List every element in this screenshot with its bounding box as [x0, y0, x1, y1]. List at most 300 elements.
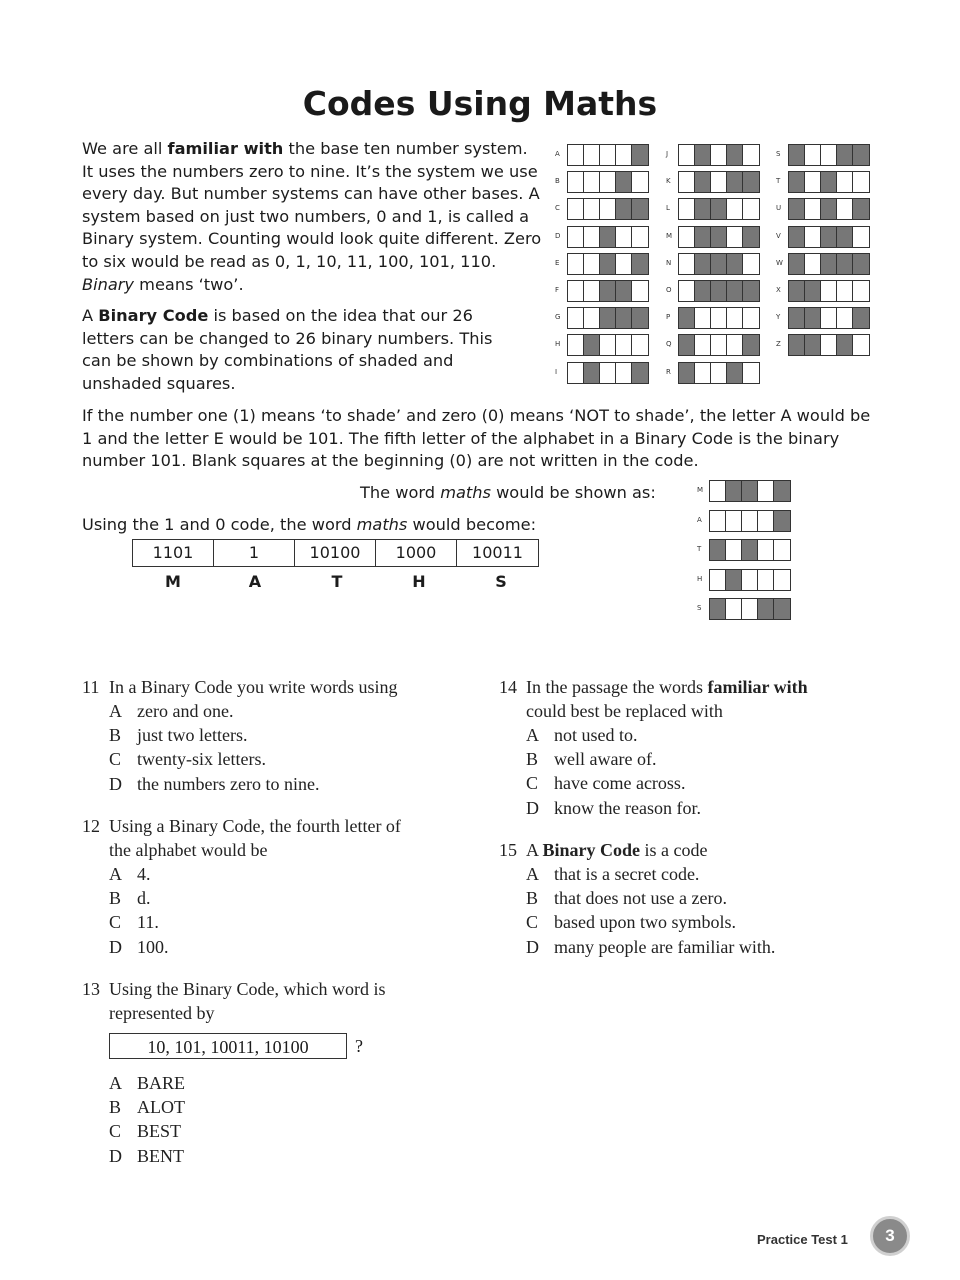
become-caption — [82, 514, 602, 537]
unshaded-square — [600, 363, 616, 383]
grid-letter-label: Y — [776, 313, 781, 322]
shaded-square — [837, 145, 853, 165]
become-italic: maths — [356, 515, 408, 534]
question-stem-line-2: the alphabet would be — [109, 840, 268, 860]
shown-as-text-start: The word — [360, 483, 441, 502]
code-cell: 1101 — [133, 540, 214, 566]
question-stem-line-2: could best be replaced with — [526, 701, 723, 721]
unshaded-square — [805, 254, 821, 274]
binary-cells — [709, 510, 791, 532]
unshaded-square — [758, 570, 774, 590]
option-text: 4. — [137, 864, 151, 884]
option-letter: B — [109, 1097, 122, 1118]
unshaded-square — [837, 172, 853, 192]
unshaded-square — [853, 335, 869, 355]
shown-as-italic: maths — [440, 483, 491, 502]
binary-cells — [567, 334, 649, 356]
shaded-square — [743, 172, 759, 192]
p2-bold-term: Binary Code — [98, 306, 209, 325]
grid-letter-label: H — [555, 340, 561, 349]
binary-cells — [709, 569, 791, 591]
unshaded-square — [711, 145, 727, 165]
binary-cells — [788, 198, 870, 220]
answer-option-d[interactable] — [109, 1144, 185, 1168]
code-letter: M — [165, 572, 181, 591]
grid-letter-label: H — [697, 574, 703, 583]
option-letter: B — [526, 888, 539, 909]
grid-letter-label: T — [697, 545, 702, 553]
grid-letter-label: G — [555, 313, 561, 322]
question-number: 15 — [499, 840, 517, 860]
maths-code-letters — [132, 572, 542, 591]
question-stem — [526, 838, 708, 862]
unshaded-square — [695, 335, 711, 355]
shaded-square — [616, 172, 632, 192]
intro-paragraph-1 — [82, 138, 542, 296]
unshaded-square — [742, 570, 758, 590]
option-text: many people are familiar with. — [554, 936, 776, 957]
option-letter: B — [109, 888, 122, 909]
option-text: twenty-six letters. — [137, 749, 266, 770]
binary-cells — [678, 226, 760, 248]
shaded-square — [821, 227, 837, 247]
unshaded-square — [584, 308, 600, 328]
shaded-square — [805, 308, 821, 328]
maths-code-table — [132, 539, 539, 567]
question-mark: ? — [355, 1036, 363, 1056]
answer-option-a[interactable] — [109, 699, 319, 723]
shaded-square — [727, 281, 743, 301]
unshaded-square — [584, 281, 600, 301]
unshaded-square — [727, 308, 743, 328]
shaded-square — [679, 308, 695, 328]
shaded-square — [789, 308, 805, 328]
unshaded-square — [600, 145, 616, 165]
unshaded-square — [837, 308, 853, 328]
option-text: ALOT — [137, 1097, 185, 1118]
shown-as-text-end: would be shown as: — [490, 483, 656, 502]
question-stem: In a Binary Code you write words using — [109, 677, 398, 697]
grid-letter-label: N — [666, 258, 672, 267]
answer-option-c[interactable] — [109, 910, 169, 934]
shaded-square — [710, 540, 726, 560]
option-letter: C — [526, 912, 539, 933]
shaded-square — [853, 254, 869, 274]
option-text: 11. — [137, 912, 159, 933]
intro-paragraph-2 — [82, 305, 522, 395]
unshaded-square — [695, 363, 711, 383]
unshaded-square — [726, 511, 742, 531]
grid-letter-label: C — [555, 204, 560, 213]
shaded-square — [821, 254, 837, 274]
unshaded-square — [743, 199, 759, 219]
unshaded-square — [679, 172, 695, 192]
unshaded-square — [727, 199, 743, 219]
question-11 — [82, 675, 462, 805]
option-letter: C — [109, 749, 122, 770]
shaded-square — [679, 363, 695, 383]
answer-option-a[interactable] — [526, 723, 701, 747]
unshaded-square — [584, 172, 600, 192]
question-13-options — [82, 1071, 462, 1171]
binary-cells — [567, 280, 649, 302]
binary-code-box: 10, 101, 10011, 10100 — [109, 1033, 347, 1059]
grid-letter-label: Z — [776, 340, 781, 349]
code-letter: S — [495, 572, 507, 591]
option-text: d. — [137, 888, 151, 909]
unshaded-square — [616, 145, 632, 165]
unshaded-square — [743, 308, 759, 328]
code-letter: H — [412, 572, 426, 591]
answer-option-b[interactable] — [109, 723, 319, 747]
unshaded-square — [853, 227, 869, 247]
binary-cells — [709, 539, 791, 561]
unshaded-square — [632, 335, 648, 355]
page-title: Codes Using Maths — [302, 84, 658, 123]
option-text: zero and one. — [137, 701, 234, 721]
unshaded-square — [600, 199, 616, 219]
shaded-square — [742, 481, 758, 501]
unshaded-square — [616, 227, 632, 247]
shaded-square — [789, 172, 805, 192]
grid-letter-label: S — [697, 604, 702, 612]
shaded-square — [789, 254, 805, 274]
unshaded-square — [774, 570, 790, 590]
unshaded-square — [805, 199, 821, 219]
option-letter: A — [109, 1073, 122, 1093]
answer-option-c[interactable] — [109, 747, 319, 771]
answer-option-a[interactable] — [109, 862, 169, 886]
option-letter: D — [109, 773, 122, 794]
answer-option-c[interactable] — [526, 771, 701, 795]
option-text: BEST — [137, 1121, 182, 1142]
p1-bold-term: familiar with — [167, 139, 284, 158]
binary-cells — [567, 171, 649, 193]
shaded-square — [616, 281, 632, 301]
unshaded-square — [726, 599, 742, 619]
option-letter: C — [109, 1121, 122, 1142]
shaded-square — [632, 145, 648, 165]
answer-option-c[interactable] — [109, 1119, 185, 1143]
binary-cells — [567, 307, 649, 329]
unshaded-square — [616, 254, 632, 274]
grid-letter-label: W — [776, 258, 783, 267]
option-letter: D — [109, 1145, 122, 1166]
question-number: 11 — [82, 677, 100, 697]
grid-letter-label: Q — [666, 340, 672, 349]
grid-letter-label: O — [666, 286, 672, 294]
unshaded-square — [821, 308, 837, 328]
shaded-square — [774, 511, 790, 531]
shaded-square — [695, 199, 711, 219]
unshaded-square — [758, 511, 774, 531]
unshaded-square — [710, 481, 726, 501]
shaded-square — [616, 308, 632, 328]
binary-cells — [678, 362, 760, 384]
unshaded-square — [679, 145, 695, 165]
question-stem-line-2: represented by — [109, 1003, 215, 1023]
option-letter: A — [526, 864, 539, 884]
answer-option-d[interactable] — [109, 935, 169, 959]
unshaded-square — [710, 511, 726, 531]
binary-cells — [788, 226, 870, 248]
shaded-square — [853, 199, 869, 219]
grid-letter-label: X — [776, 286, 781, 294]
answer-option-b[interactable] — [526, 747, 701, 771]
answer-option-b[interactable] — [526, 886, 775, 910]
unshaded-square — [743, 254, 759, 274]
answer-options — [526, 723, 701, 820]
binary-cells — [678, 334, 760, 356]
unshaded-square — [679, 254, 695, 274]
question-number: 13 — [82, 979, 100, 999]
grid-letter-label: P — [666, 313, 671, 322]
unshaded-square — [568, 172, 584, 192]
answer-options — [109, 862, 169, 959]
binary-cells — [567, 226, 649, 248]
shaded-square — [695, 281, 711, 301]
unshaded-square — [837, 199, 853, 219]
option-text: the numbers zero to nine. — [137, 773, 320, 794]
shaded-square — [632, 199, 648, 219]
unshaded-square — [568, 363, 584, 383]
shaded-square — [805, 335, 821, 355]
binary-cells — [709, 480, 791, 502]
shaded-square — [679, 335, 695, 355]
unshaded-square — [679, 281, 695, 301]
grid-letter-label: L — [666, 204, 670, 213]
grid-letter-label: E — [555, 258, 560, 267]
unshaded-square — [710, 570, 726, 590]
answer-option-d[interactable] — [109, 772, 319, 796]
unshaded-square — [837, 281, 853, 301]
stem-bold-term: Binary Code — [542, 840, 641, 860]
shaded-square — [726, 570, 742, 590]
p2-text-start: A — [82, 306, 99, 325]
grid-letter-label: D — [555, 231, 561, 240]
shaded-square — [743, 281, 759, 301]
unshaded-square — [679, 199, 695, 219]
answer-option-b[interactable] — [109, 1095, 185, 1119]
shaded-square — [837, 227, 853, 247]
binary-cells — [678, 144, 760, 166]
shaded-square — [727, 254, 743, 274]
unshaded-square — [632, 227, 648, 247]
grid-letter-label: T — [776, 177, 781, 186]
question-number: 14 — [499, 677, 517, 697]
grid-letter-label: A — [555, 150, 560, 158]
stem-text-start: A — [526, 840, 543, 860]
question-stem-line-1: Using the Binary Code, which word is — [109, 979, 386, 999]
code-letter: T — [331, 572, 343, 591]
shaded-square — [821, 199, 837, 219]
unshaded-square — [568, 281, 584, 301]
code-cell: 10100 — [295, 540, 376, 566]
unshaded-square — [679, 227, 695, 247]
grid-letter-label: R — [666, 367, 671, 376]
shaded-square — [632, 308, 648, 328]
shaded-square — [600, 308, 616, 328]
shaded-square — [743, 227, 759, 247]
question-14 — [499, 675, 899, 825]
answer-option-a[interactable] — [526, 862, 775, 886]
shaded-square — [774, 599, 790, 619]
binary-cells — [788, 334, 870, 356]
unshaded-square — [600, 335, 616, 355]
shaded-square — [837, 335, 853, 355]
p1-italic-term: Binary — [82, 274, 135, 294]
question-number: 12 — [82, 816, 100, 836]
unshaded-square — [774, 540, 790, 560]
shaded-square — [789, 199, 805, 219]
binary-cells — [567, 253, 649, 275]
question-stem-line-1: Using a Binary Code, the fourth letter of — [109, 816, 401, 836]
code-cell: 1 — [214, 540, 295, 566]
grid-letter-label: A — [697, 515, 702, 524]
unshaded-square — [632, 281, 648, 301]
unshaded-square — [726, 540, 742, 560]
shaded-square — [837, 254, 853, 274]
shaded-square — [789, 281, 805, 301]
code-cell: 10011 — [472, 543, 523, 562]
shaded-square — [711, 254, 727, 274]
shaded-square — [695, 145, 711, 165]
option-letter: D — [526, 797, 539, 818]
grid-letter-label: M — [666, 231, 673, 240]
binary-cells — [567, 144, 649, 166]
binary-cells — [567, 198, 649, 220]
shaded-square — [584, 335, 600, 355]
option-text: have come across. — [554, 773, 686, 794]
answer-option-c[interactable] — [526, 910, 775, 934]
answer-option-d[interactable] — [526, 935, 775, 959]
unshaded-square — [821, 145, 837, 165]
unshaded-square — [584, 227, 600, 247]
shaded-square — [616, 199, 632, 219]
shaded-square — [600, 281, 616, 301]
footer-test-label: Practice Test 1 — [757, 1232, 848, 1247]
unshaded-square — [853, 281, 869, 301]
binary-cells — [788, 253, 870, 275]
page-number-badge: 3 — [870, 1216, 910, 1256]
unshaded-square — [711, 308, 727, 328]
code-letter: A — [248, 572, 262, 591]
p2-text-end: is based on the idea that our 26 letters can be changed to 26 binary numbers. This can be shown by combinations of shaded and unshaded squares. — [82, 306, 493, 393]
intro-paragraph-3: If the number one (1) means ‘to shade’ and zero (0) means ‘NOT to shade’, the letter A would be 1 and the letter E would be 101. The fifth letter of the alphabet in a Binary Code is the binary number 101. Blank squares at the beginning (0) are not written in the code. — [82, 406, 871, 471]
grid-letter-label: J — [666, 150, 669, 158]
unshaded-square — [805, 145, 821, 165]
option-text: 100. — [137, 936, 169, 957]
shaded-square — [695, 172, 711, 192]
shaded-square — [711, 281, 727, 301]
option-text: BARE — [137, 1073, 186, 1093]
option-text: know the reason for. — [554, 797, 701, 818]
option-text: that does not use a zero. — [554, 888, 727, 909]
option-letter: A — [526, 725, 539, 745]
unshaded-square — [711, 172, 727, 192]
answer-options — [109, 1071, 185, 1168]
binary-cells — [678, 307, 760, 329]
question-15 — [499, 838, 899, 968]
binary-cells — [788, 307, 870, 329]
shaded-square — [805, 281, 821, 301]
binary-cells — [678, 280, 760, 302]
binary-cells — [678, 253, 760, 275]
unshaded-square — [711, 335, 727, 355]
code-cell: 1000 — [376, 540, 457, 566]
unshaded-square — [600, 172, 616, 192]
shaded-square — [789, 335, 805, 355]
option-text: BENT — [137, 1145, 184, 1166]
option-letter: C — [109, 912, 122, 933]
shaded-square — [584, 363, 600, 383]
option-letter: B — [109, 725, 122, 746]
binary-cells — [788, 280, 870, 302]
shaded-square — [727, 145, 743, 165]
grid-letter-label: V — [776, 231, 781, 240]
answer-option-d[interactable] — [526, 796, 701, 820]
p1-text-end: means ‘two’. — [134, 274, 244, 294]
unshaded-square — [805, 227, 821, 247]
answer-option-a[interactable] — [109, 1071, 185, 1095]
grid-letter-label: F — [555, 286, 560, 294]
shaded-square — [853, 145, 869, 165]
shaded-square — [710, 599, 726, 619]
unshaded-square — [853, 172, 869, 192]
unshaded-square — [727, 227, 743, 247]
shaded-square — [789, 145, 805, 165]
question-stem-line-1 — [526, 675, 808, 699]
option-text: that is a secret code. — [554, 864, 700, 884]
binary-cells — [709, 598, 791, 620]
unshaded-square — [568, 254, 584, 274]
shaded-square — [758, 599, 774, 619]
shaded-square — [711, 199, 727, 219]
option-letter: D — [526, 936, 539, 957]
shaded-square — [726, 481, 742, 501]
answer-option-b[interactable] — [109, 886, 169, 910]
unshaded-square — [821, 281, 837, 301]
answer-options — [109, 699, 319, 796]
grid-letter-label: U — [776, 204, 782, 213]
binary-cells — [567, 362, 649, 384]
unshaded-square — [743, 145, 759, 165]
option-letter: A — [109, 864, 122, 884]
unshaded-square — [758, 481, 774, 501]
grid-letter-label: S — [776, 150, 781, 158]
unshaded-square — [584, 254, 600, 274]
option-letter: D — [109, 936, 122, 957]
unshaded-square — [568, 227, 584, 247]
binary-cells — [788, 171, 870, 193]
unshaded-square — [695, 308, 711, 328]
shaded-square — [695, 227, 711, 247]
shaded-square — [695, 254, 711, 274]
grid-letter-label: I — [555, 367, 558, 376]
unshaded-square — [727, 335, 743, 355]
unshaded-square — [742, 599, 758, 619]
unshaded-square — [632, 172, 648, 192]
shaded-square — [600, 227, 616, 247]
become-text-end: would become: — [407, 515, 537, 534]
option-letter: B — [526, 749, 539, 770]
unshaded-square — [711, 363, 727, 383]
binary-cells — [678, 171, 760, 193]
shown-as-caption — [360, 482, 680, 505]
p1-text-middle: the base ten number system. It uses the numbers zero to nine. It’s the system we use every day. But number systems can have other bases. A system based on just two numbers, 0 and 1, is called a Binary system. Counting would look quite different. Zero to six would be read as 0, 1, 10, 11, 100, 101, 110. — [82, 139, 542, 271]
option-text: just two letters. — [137, 725, 248, 746]
shaded-square — [711, 227, 727, 247]
